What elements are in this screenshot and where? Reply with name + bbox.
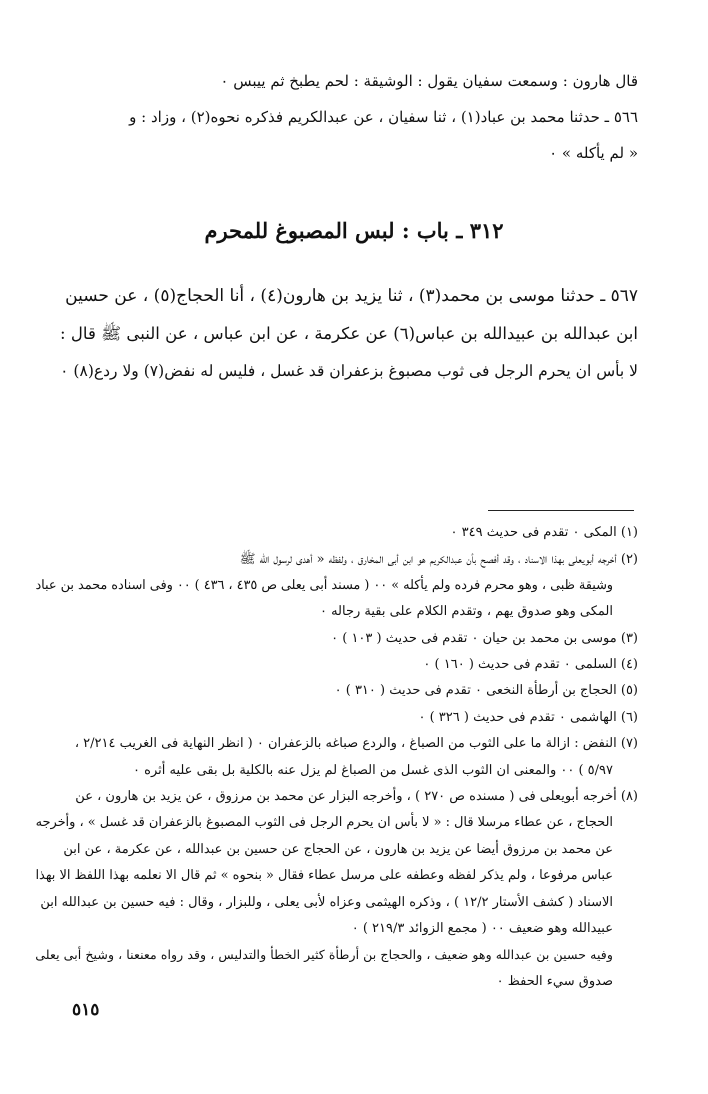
footnote-line: عباس مرفوعا ، ولم يذكر لفظه وعطفه على مرسل عطاء فقال « بنحوه » ثم قال الا نعلمه بهذا اللفظ الا بهذا — [35, 868, 613, 884]
footnote-line: (٦) الهاشمى ٠ تقدم فى حديث ( ٣٢٦ ) ٠ — [418, 709, 638, 725]
text-line: قال هارون : وسمعت سفيان يقول : الوشيقة : لحم يطبخ ثم ييبس ٠ — [220, 72, 638, 90]
footnote-line: المكى وهو صدوق يهم ، وتقدم الكلام على بقية رجاله ٠ — [319, 604, 613, 620]
footnote-line: (٤) السلمى ٠ تقدم فى حديث ( ١٦٠ ) ٠ — [423, 657, 638, 672]
page-number: ٥١٥ — [72, 1000, 100, 1020]
chapter-heading: ٣١٢ ـ باب : لبس المصبوغ للمحرم — [204, 218, 504, 243]
footnote-line: (٣) موسى بن محمد بن حيان ٠ تقدم فى حديث ( ١٠٣ ) ٠ — [331, 630, 638, 646]
footnote-line: وشيقة ظبى ، وهو محرم فرده ولم يأكله » ٠٠ ( مسند أبى يعلى ص ٤٣٥ ، ٤٣٦ ) ٠٠ وفى اسناده محمد بن عباد — [35, 577, 613, 593]
hadith-567-line: ٥٦٧ ـ حدثنا موسى بن محمد(٣) ، ثنا يزيد بن هارون(٤) ، أنا الحجاج(٥) ، عن حسين — [65, 286, 638, 306]
footnote-line: عن محمد بن مرزوق أيضا عن يزيد بن هارون ، عن الحجاج عن حسين بن عبدالله ، عن عكرمة ، عن ابن — [63, 841, 613, 857]
footnote-line: صدوق سيء الحفظ ٠ — [496, 973, 613, 989]
footnote-line: (٧) النفض : ازالة ما على الثوب من الصباغ ، والردع صباغه بالزعفران ٠ ( انظر النهاية فى الغريب ٢/٢١٤ ، — [74, 736, 638, 752]
footnote-line: عبيدالله وهو ضعيف ٠٠ ( مجمع الزوائد ٢١٩/٣ ) ٠ — [351, 921, 613, 936]
footnote-line: وفيه حسين بن عبدالله وهو ضعيف ، والحجاج بن أرطأة كثير الخطأ والتدليس ، وقد رواه معنعنا ، وشيخ أبى يعلى — [35, 947, 613, 963]
footnote-line: الحجاج ، عن عطاء مرسلا قال : « لا بأس ان يحرم الرجل فى الثوب المصبوغ بالزعفران قد غسل » ، وأخرجه — [35, 815, 613, 831]
footnote-line: ٥/٩٧ ) ٠٠ والمعنى ان الثوب الذى غسل من الصباغ لم يزل عنه بالكلية بل بقى عليه أثره ٠ — [133, 762, 613, 778]
footnote-line: (٢) أخرجه أبويعلى بهذا الاسناد ، وقد أفصح بأن عبدالكريم هو ابن أبى المخارق ، ولفظه « أهدى لرسول الله ﷺ — [239, 552, 638, 568]
footnote-line: (٨) أخرجه أبويعلى فى ( مسنده ص ٢٧٠ ) ، وأخرجه البزار عن محمد بن مرزوق ، عن يزيد بن هارون ، عن — [75, 789, 638, 804]
footnote-line: الاسناد ( كشف الأستار ١٢/٢ ) ، وذكره الهيثمى وعزاه لأبى يعلى ، وللبزار ، وقال : فيه حسين بن عبدالله ابن — [40, 894, 613, 910]
footnote-line: (٥) الحجاج بن أرطأة النخعى ٠ تقدم فى حديث ( ٣١٠ ) ٠ — [334, 683, 638, 699]
hadith-567-line: ابن عبدالله بن عبيدالله بن عباس(٦) عن عكرمة ، عن ابن عباس ، عن النبى ﷺ قال : — [60, 324, 638, 343]
hadith-566-line: ٥٦٦ ـ حدثنا محمد بن عباد(١) ، ثنا سفيان ، عن عبدالكريم فذكره نحوه(٢) ، وزاد : و — [129, 108, 638, 126]
text-line: « لم يأكله » ٠ — [549, 144, 638, 162]
hadith-567-line: لا بأس ان يحرم الرجل فى ثوب مصبوغ بزعفران قد غسل ، فليس له نفض(٧) ولا ردع(٨) ٠ — [60, 362, 638, 380]
footnote-line: (١) المكى ٠ تقدم فى حديث ٣٤٩ ٠ — [450, 525, 638, 540]
footnote-separator — [488, 510, 634, 511]
